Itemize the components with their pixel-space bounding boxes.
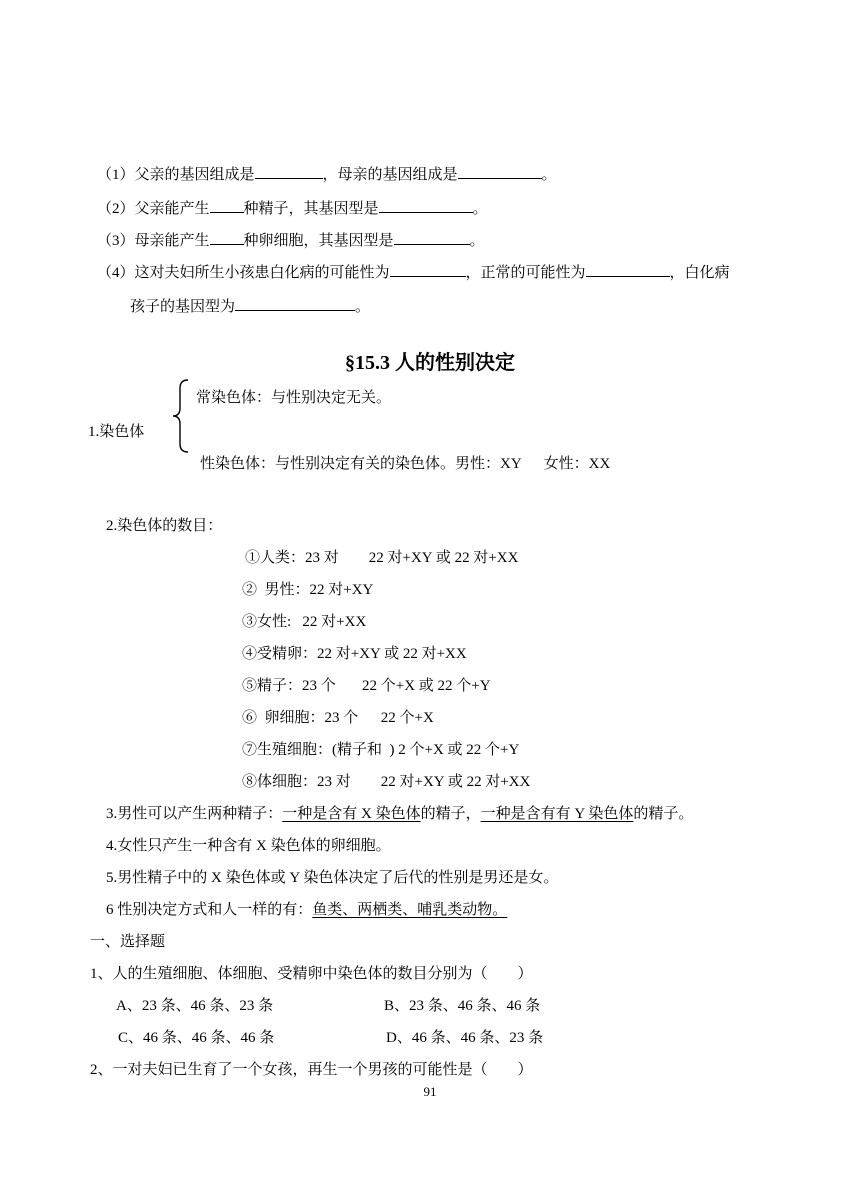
question-text: 母亲能产生 (134, 233, 210, 249)
question-number: （3） (97, 233, 135, 249)
question-text: ，母亲的基因组成是 (322, 167, 458, 183)
curly-brace-icon (170, 378, 192, 454)
answer-blank[interactable] (458, 164, 542, 179)
question-number: （2） (97, 201, 135, 217)
question-4 (97, 262, 730, 283)
option-b[interactable]: B、23 条、46 条、46 条 (384, 998, 541, 1014)
point-6 (106, 900, 507, 920)
point-5: 5.男性精子中的 X 染色体或 Y 染色体决定了后代的性别是男还是女。 (106, 870, 559, 886)
question-3 (97, 230, 485, 251)
count-item: ①人类：23 对 22 对+XY 或 22 对+XX (245, 550, 519, 566)
question-text: ，正常的可能性为 (465, 265, 586, 281)
question-text: 种精子，其基因型是 (243, 201, 379, 217)
count-heading: 2.染色体的数目： (106, 518, 223, 534)
point-text: 6 性别决定方式和人一样的有： (106, 902, 313, 918)
question-text: 。 (541, 167, 557, 183)
question-text: 。 (472, 201, 488, 217)
answer-blank[interactable] (210, 230, 244, 245)
answer-blank[interactable] (390, 262, 466, 277)
count-item: ③女性: 22 对+XX (242, 614, 367, 630)
point-text: 的精子， (420, 806, 481, 822)
question-number: （1） (97, 167, 135, 183)
question-text: 这对夫妇所生小孩患白化病的可能性为 (134, 265, 390, 281)
count-item: ② 男性：22 对+XY (242, 582, 374, 598)
count-item: ⑥ 卵细胞：23 个 22 个+X (242, 710, 434, 726)
question-1 (97, 164, 557, 185)
page-number: 91 (423, 1084, 437, 1099)
answer-blank[interactable] (255, 164, 323, 179)
question-text: 。 (469, 233, 485, 249)
mc-heading: 一、选择题 (90, 934, 166, 950)
question-4-continued (130, 296, 370, 317)
option-d[interactable]: D、46 条、46 条、23 条 (386, 1030, 544, 1046)
question-text: 父亲能产生 (134, 201, 210, 217)
underlined-text: 一种是含有 X 染色体 (282, 806, 421, 822)
count-item: ⑦生殖细胞：(精子和 ) 2 个+X 或 22 个+Y (242, 742, 520, 758)
answer-blank[interactable] (235, 296, 355, 311)
question-text: 。 (355, 299, 371, 315)
count-item: ⑤精子：23 个 22 个+X 或 22 个+Y (242, 678, 491, 694)
question-number: （4） (97, 265, 135, 281)
question-stem: 2、一对夫妇已生育了一个女孩，再生一个男孩的可能性是（ ） (90, 1062, 533, 1078)
option-c[interactable]: C、46 条、46 条、46 条 (118, 1030, 275, 1046)
answer-blank[interactable] (210, 198, 244, 213)
count-item: ⑧体细胞：23 对 22 对+XY 或 22 对+XX (242, 774, 531, 790)
sex-chromosome-line: 性染色体：与性别决定有关的染色体。男性：XY 女性：XX (200, 456, 611, 472)
point-text: 3.男性可以产生两种精子： (106, 806, 283, 822)
question-text: 种卵细胞，其基因型是 (243, 233, 394, 249)
underlined-text: 鱼类、两栖类、哺乳类动物。 (312, 902, 508, 918)
question-text: 父亲的基因组成是 (134, 167, 255, 183)
chromosome-label: 1.染色体 (88, 424, 145, 440)
answer-blank[interactable] (379, 198, 473, 213)
question-text: ，白化病 (669, 265, 730, 281)
point-3 (106, 804, 693, 824)
autosome-line: 常染色体：与性别决定无关。 (196, 390, 392, 406)
question-stem: 1、人的生殖细胞、体细胞、受精卵中染色体的数目分别为（ ） (90, 966, 533, 982)
answer-blank[interactable] (394, 230, 470, 245)
count-item: ④受精卵：22 对+XY 或 22 对+XX (242, 646, 467, 662)
section-title: §15.3 人的性别决定 (345, 352, 515, 374)
point-4: 4.女性只产生一种含有 X 染色体的卵细胞。 (106, 838, 391, 854)
option-a[interactable]: A、23 条、46 条、23 条 (116, 998, 274, 1014)
answer-blank[interactable] (586, 262, 670, 277)
underlined-text: 一种是含有有 Y 染色体 (480, 806, 634, 822)
point-text: 的精子。 (633, 806, 694, 822)
question-text: 孩子的基因型为 (130, 299, 236, 315)
question-2 (97, 198, 488, 219)
